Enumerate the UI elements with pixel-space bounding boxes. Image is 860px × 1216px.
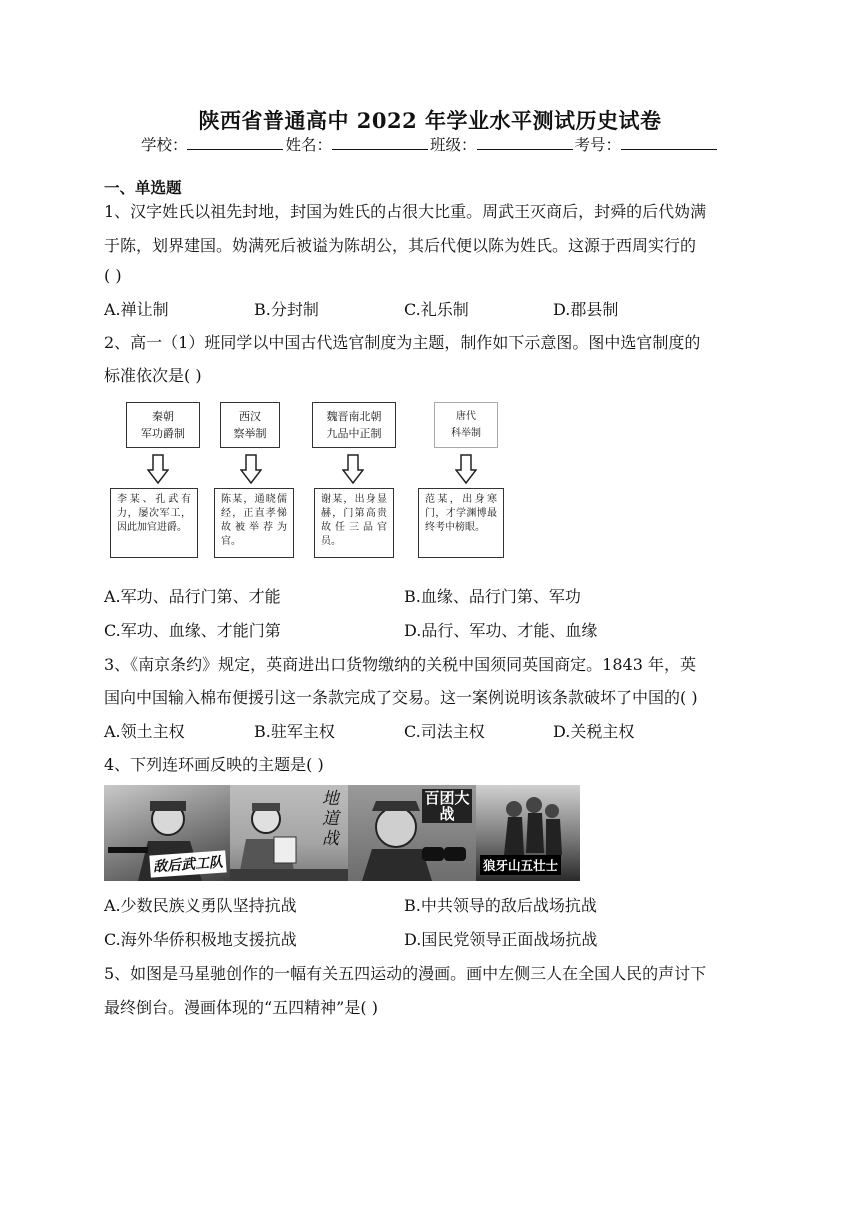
comic-title-4: 狼牙山五壮士 <box>480 855 561 875</box>
diagram-bottom-box-han: 陈某，通晓儒经，正直孝悌故被举荐为官。 <box>214 488 294 558</box>
exam-no-label: 考号： <box>574 136 622 154</box>
q2-option-b[interactable]: B.血缘、品行门第、军功 <box>404 587 581 606</box>
diagram-top-box-wei-jin <box>312 402 396 448</box>
q1-line-3: ( ) <box>104 266 122 285</box>
q1-option-a[interactable]: A.禅让制 <box>104 300 169 319</box>
q1-line-2: 于陈，划界建国。妫满死后被谥为陈胡公，其后代便以陈为姓氏。这源于西周实行的 <box>104 236 697 255</box>
q2-option-d[interactable]: D.品行、军功、才能、血缘 <box>404 621 598 640</box>
q2-option-a[interactable]: A.军功、品行门第、才能 <box>104 587 281 606</box>
diagram-top-system: 军功爵制 <box>141 427 185 440</box>
exam-no-blank[interactable] <box>621 135 717 150</box>
q3-option-c[interactable]: C.司法主权 <box>404 722 485 741</box>
diagram-top-system: 九品中正制 <box>326 427 382 440</box>
comic-strip-images <box>104 785 580 881</box>
q5-line-2: 最终倒台。漫画体现的“五四精神”是( ) <box>104 998 378 1017</box>
comic-title-1: 敌后武工队 <box>149 850 226 877</box>
q1-option-d[interactable]: D.郡县制 <box>553 300 619 319</box>
diagram-top-dynasty: 魏晋南北朝 <box>326 410 382 423</box>
q1-option-b[interactable]: B.分封制 <box>254 300 319 319</box>
q2-option-c[interactable]: C.军功、血缘、才能门第 <box>104 621 281 640</box>
name-label: 姓名： <box>285 136 332 154</box>
diagram-bottom-box-qin: 李某、孔武有力，屡次军工，因此加官进爵。 <box>110 488 198 558</box>
q4-option-b[interactable]: B.中共领导的敌后战场抗战 <box>404 896 597 915</box>
selection-system-diagram <box>104 396 524 572</box>
diagram-top-box-qin <box>126 402 200 448</box>
q4-option-a[interactable]: A.少数民族义勇队坚持抗战 <box>104 896 297 915</box>
class-label: 班级： <box>430 136 477 154</box>
q5-line-1: 5、如图是马星驰创作的一幅有关五四运动的漫画。画中左侧三人在全国人民的声讨下 <box>104 964 707 983</box>
q4-option-d[interactable]: D.国民党领导正面战场抗战 <box>404 930 598 949</box>
q3-option-b[interactable]: B.驻军主权 <box>254 722 335 741</box>
q4-option-c[interactable]: C.海外华侨积极地支援抗战 <box>104 930 297 949</box>
section-title: 一、单选题 <box>104 178 182 197</box>
school-label: 学校： <box>140 136 188 154</box>
diagram-top-system: 察举制 <box>233 427 267 440</box>
diagram-top-dynasty: 秦朝 <box>152 410 174 423</box>
q4-line-1: 4、下列连环画反映的主题是( ) <box>104 755 324 774</box>
comic-panel-3 <box>348 785 476 881</box>
class-blank[interactable] <box>477 135 573 150</box>
diagram-bottom-box-wei-jin: 谢某，出身显赫，门第高贵故任三品官员。 <box>314 488 394 558</box>
diagram-top-dynasty: 唐代 <box>456 411 476 422</box>
down-arrow-icon <box>455 454 477 484</box>
diagram-top-system: 科举制 <box>451 428 481 439</box>
school-blank[interactable] <box>187 135 283 150</box>
comic-panel-2 <box>230 785 348 881</box>
down-arrow-icon <box>342 454 364 484</box>
q3-option-a[interactable]: A.领土主权 <box>104 722 185 741</box>
q3-option-d[interactable]: D.关税主权 <box>553 722 635 741</box>
student-info-row <box>0 133 860 155</box>
diagram-bottom-box-tang: 范某，出身寒门，才学渊博最终考中榜眼。 <box>418 488 504 558</box>
q3-line-2: 国向中国输入棉布便援引这一条款完成了交易。这一案例说明该条款破坏了中国的( ) <box>104 688 698 707</box>
comic-title-3: 百团大战 <box>422 789 472 823</box>
diagram-top-box-tang <box>434 402 498 448</box>
diagram-top-box-han <box>220 402 280 448</box>
q2-line-2: 标准依次是( ) <box>104 366 202 385</box>
q2-line-1: 2、高一（1）班同学以中国古代选官制度为主题，制作如下示意图。图中选官制度的 <box>104 333 701 352</box>
q1-option-c[interactable]: C.礼乐制 <box>404 300 469 319</box>
down-arrow-icon <box>240 454 262 484</box>
comic-title-2: 地道战 <box>322 789 339 849</box>
exam-title: 陕西省普通高中 2022 年学业水平测试历史试卷 <box>198 108 662 133</box>
q1-line-1: 1、汉字姓氏以祖先封地，封国为姓氏的占很大比重。周武王灭商后，封舜的后代妫满 <box>104 202 707 221</box>
name-blank[interactable] <box>332 135 428 150</box>
diagram-top-dynasty: 西汉 <box>239 410 261 423</box>
q3-line-1: 3、《南京条约》规定，英商进出口货物缴纳的关税中国须同英国商定。1843 年，英 <box>104 655 696 674</box>
down-arrow-icon <box>147 454 169 484</box>
comic-panel-1 <box>104 785 230 881</box>
comic-panel-4 <box>476 785 580 881</box>
